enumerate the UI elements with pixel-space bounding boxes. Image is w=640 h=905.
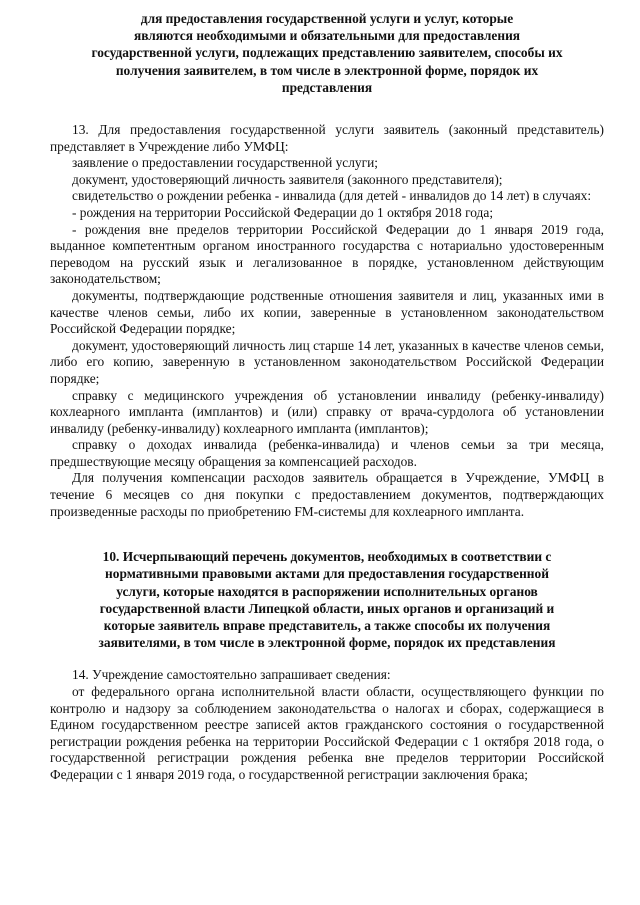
paragraph: документ, удостоверяющий личность заявителя (законного представителя); <box>72 171 503 187</box>
paragraph: заявление о предоставлении государственной услуги; <box>72 155 378 171</box>
heading-line: 10. Исчерпывающий перечень документов, необходимых в соответствии с <box>102 549 552 565</box>
heading-line: которые заявитель вправе представитель, а также способы их получения <box>103 618 551 634</box>
paragraph: справку с медицинского учреждения об установлении инвалиду (ребенку-инвалиду) кохлеарного импланта (имплантов) и (или) справку от врача-сурдолога об установлении инвалиду (ребенку-инвалиду) кохлеарного импланта (имплантов); <box>50 387 604 436</box>
section-14-body <box>50 667 604 783</box>
paragraph: от федерального органа исполнительной власти области, осуществляющего функции по контролю и надзору за соблюдением законодательства о налогах и сборах, содержащиеся в Едином государственном реестре записей актов гражданского состояния о государственной регистрации рождения ребенка на территории Российской Федерации с 1 октября 2018 года, о государственной регистрации рождения ребенка вне пределов территории Российской Федерации с 1 января 2019 года, о государственной регистрации заключения брака; <box>50 684 604 783</box>
paragraph: - рождения на территории Российской Федерации до 1 октября 2018 года; <box>72 204 494 220</box>
paragraph: документы, подтверждающие родственные отношения заявителя и лиц, указанных ими в качестве членов семьи, либо их копии, заверенные в установленном законодательством Российской Федерации порядке; <box>50 287 604 337</box>
paragraph: 13. Для предоставления государственной услуги заявитель (законный представитель) представляет в Учреждение либо УМФЦ: <box>50 122 604 154</box>
heading-line: для предоставления государственной услуги и услуг, которые <box>140 11 514 26</box>
heading-line: государственной власти Липецкой области, иных органов и организаций и <box>99 600 555 616</box>
heading-line: нормативными правовыми актами для предоставления государственной <box>105 566 549 582</box>
paragraph: свидетельство о рождении ребенка - инвалида (для детей - инвалидов до 14 лет) в случаях: <box>72 188 592 204</box>
heading-line: являются необходимыми и обязательными для предоставления <box>133 28 521 44</box>
heading-line: представления <box>281 79 373 95</box>
paragraph: - рождения вне пределов территории Российской Федерации до 1 января 2019 года, выданное компетентным органом иностранного государства с нотариально удостоверенным переводом на русский язык и легализованное в порядке, установленном действующим законодательством; <box>50 221 604 287</box>
heading-line: услуги, которые находятся в распоряжении исполнительных органов <box>116 583 538 599</box>
paragraph: Для получения компенсации расходов заявитель обращается в Учреждение, УМФЦ в течение 6 месяцев со дня покупки с предоставлением документов, подтверждающих произведенные расходы по приобретению FM-системы для кохлеарного импланта. <box>50 470 604 519</box>
heading-line: получения заявителем, в том числе в электронной форме, порядок их <box>115 62 539 78</box>
paragraph: справку о доходах инвалида (ребенка-инвалида) и членов семьи за три месяца, предшествующие месяцу обращения за компенсацией расходов. <box>50 437 604 469</box>
paragraph: документ, удостоверяющий личность лиц старше 14 лет, указанных в качестве членов семьи, либо его копию, заверенную в установленном законодательством Российской Федерации порядке; <box>50 337 604 386</box>
section-heading-exhaustive-list <box>50 548 604 651</box>
paragraph: 14. Учреждение самостоятельно запрашивает сведения: <box>72 667 391 683</box>
section-heading-documents <box>50 10 604 96</box>
heading-line: заявителями, в том числе в электронной форме, порядок их представления <box>98 635 556 651</box>
section-13-body <box>50 122 604 520</box>
heading-line: государственной услуги, подлежащих представлению заявителем, способы их <box>91 45 563 61</box>
